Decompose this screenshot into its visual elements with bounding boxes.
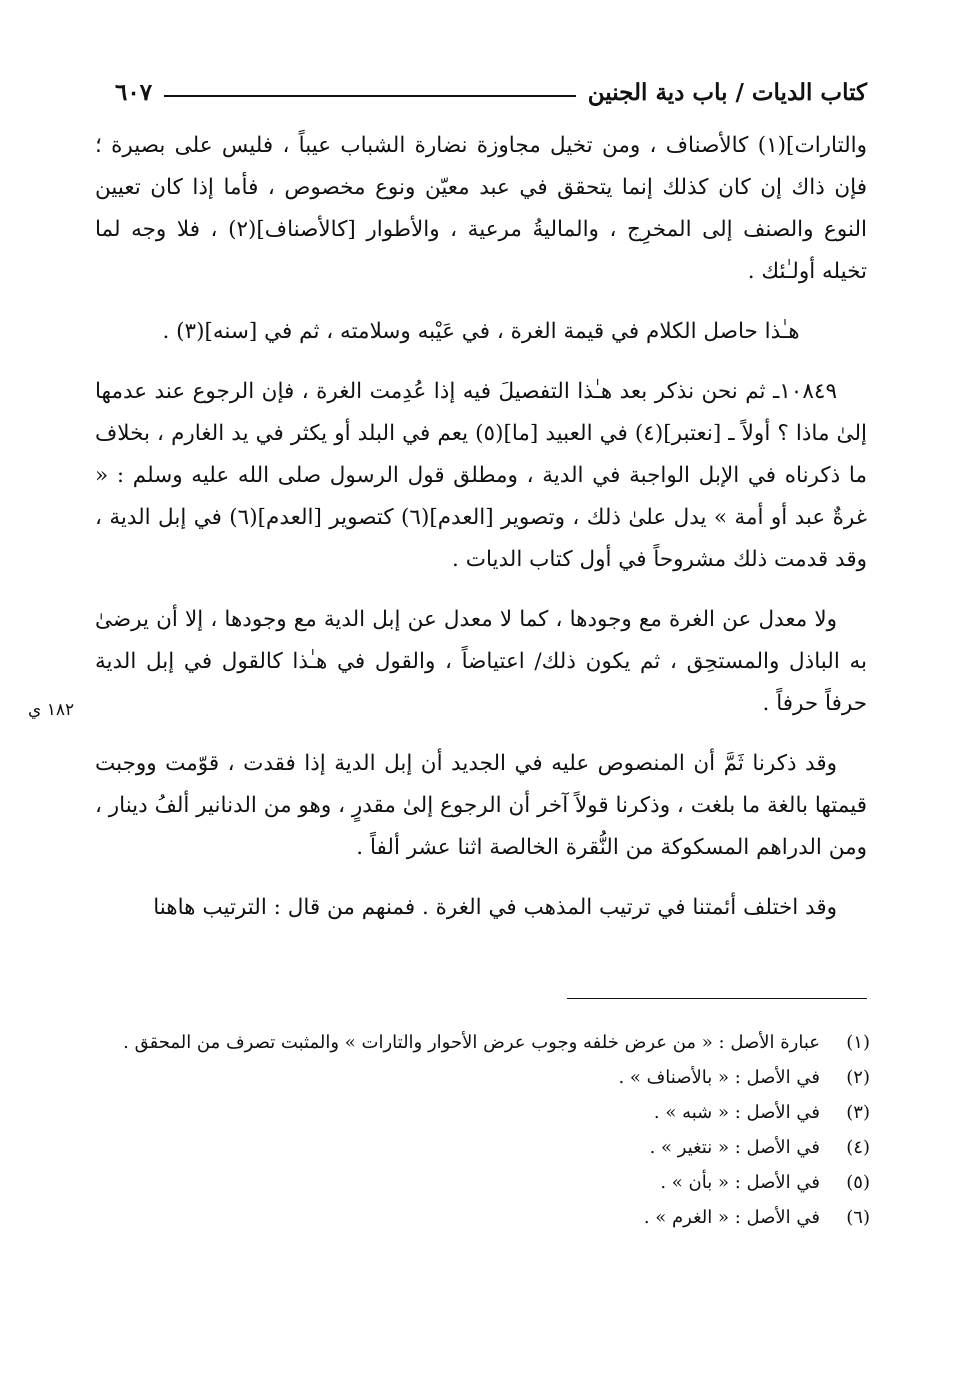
paragraph-1: والتارات](١) كالأصناف ، ومن تخيل مجاوزة نضارة الشباب عيباً ، فليس على بصيرة ؛ فإن ذاك إن كان كذلك إنما يتحقق في عبد معيّن ونوع مخصوص ، فأما إذا كان تعيين النوع والصنف إلى المخرِج ، والماليةُ مرعية ، والأطوار [كالأصناف](٢) ، فلا وجه لما تخيله أولـٰئك . (95, 133, 867, 284)
page-number: ٦٠٧ (115, 78, 153, 106)
footnote-text: في الأصل : « شبه » . (653, 1102, 820, 1123)
footnote-separator (567, 998, 867, 999)
footnote-text: في الأصل : « بالأصناف » . (618, 1067, 820, 1088)
paragraph-4: ولا معدل عن الغرة مع وجودها ، كما لا معدل عن إبل الدية مع وجودها ، إلا أن يرضىٰ به الباذل والمستحِق ، ثم يكون ذلك/ اعتياضاً ، والقول في هـٰذا كالقول في إبل الدية حرفاً حرفاً . (95, 607, 867, 716)
footnote-text: في الأصل : « الغرم » . (643, 1207, 820, 1228)
footnote-number: (٢) (846, 1067, 870, 1088)
main-text (95, 125, 867, 929)
footnote-number: (٣) (846, 1102, 870, 1123)
paragraph-6: وقد اختلف أئمتنا في ترتيب المذهب في الغرة . فمنهم من قال : الترتيب هاهنا (153, 895, 837, 920)
footnote (95, 1025, 870, 1060)
footnote (95, 1095, 870, 1130)
footnotes (95, 1025, 870, 1235)
footnote-text: في الأصل : « بأن » . (660, 1172, 820, 1193)
chapter-title: كتاب الديات / باب دية الجنين (587, 78, 867, 106)
footnote (95, 1165, 870, 1200)
margin-folio-note: ١٨٢ ي (28, 700, 75, 720)
header-rule (164, 95, 576, 97)
footnote (95, 1060, 870, 1095)
paragraph-5: وقد ذكرنا ثَمَّ أن المنصوص عليه في الجديد أن إبل الدية إذا فقدت ، قوّمت ووجبت قيمتها بالغة ما بلغت ، وذكرنا قولاً آخر أن الرجوع إلىٰ مقدرٍ ، وهو من الدنانير ألفُ دينار ، ومن الدراهم المسكوكة من النُّقرة الخالصة اثنا عشر ألفاً . (94, 751, 867, 860)
footnote-number: (٥) (846, 1172, 870, 1193)
footnote-number: (١) (846, 1032, 870, 1053)
paragraph-2: هـٰذا حاصل الكلام في قيمة الغرة ، في عَيْبه وسلامته ، ثم في [سنه](٣) . (162, 319, 800, 344)
running-header (115, 72, 867, 112)
footnote-number: (٦) (846, 1207, 870, 1228)
footnote-text: عبارة الأصل : « من عرض خلفه وجوب عرض الأحوار والتارات » والمثبت تصرف من المحقق . (123, 1032, 820, 1053)
footnote-number: (٤) (846, 1137, 870, 1158)
footnote (95, 1130, 870, 1165)
paragraph-3: ١٠٨٤٩ـ ثم نحن نذكر بعد هـٰذا التفصيلَ فيه إذا عُدِمت الغرة ، فإن الرجوع عند عدمها إلىٰ ماذا ؟ أولاً ـ [نعتبر](٤) في العبيد [ما](٥) يعم في البلد أو يكثر في يد الغارم ، بخلاف ما ذكرناه في الإبل الواجبة في الدية ، ومطلق قول الرسول صلى الله عليه وسلم : « غرةٌ عبد أو أمة » يدل علىٰ ذلك ، وتصوير [العدم](٦) كتصوير [العدم](٦) في إبل الدية ، وقد قدمت ذلك مشروحاً في أول كتاب الديات . (95, 379, 867, 572)
footnote (95, 1200, 870, 1235)
footnote-text: في الأصل : « نتغير » . (649, 1137, 820, 1158)
